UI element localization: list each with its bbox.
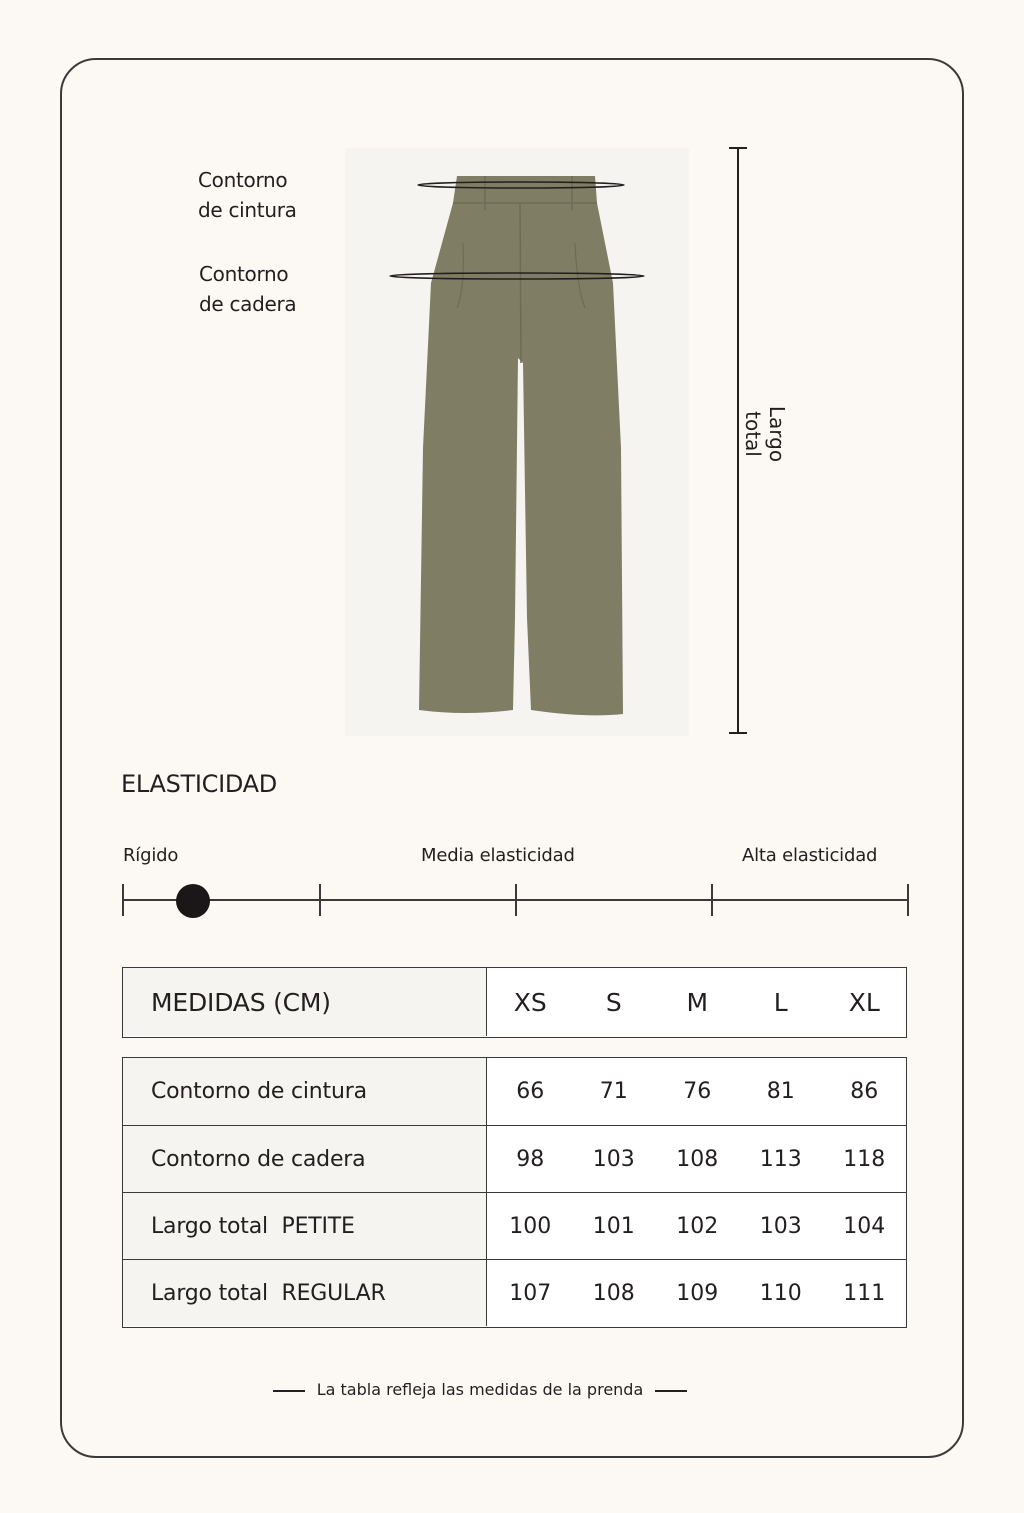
pants-image bbox=[345, 148, 689, 736]
table-cell: 103 bbox=[759, 1213, 802, 1239]
elasticity-tick bbox=[319, 884, 321, 916]
length-cap-bottom bbox=[729, 732, 747, 734]
table-cell: 81 bbox=[766, 1079, 795, 1104]
table-row bbox=[123, 1259, 906, 1326]
table-cell: 107 bbox=[509, 1280, 552, 1306]
size-l: L bbox=[773, 987, 788, 1017]
footer-note bbox=[0, 1380, 960, 1399]
table-cell: 104 bbox=[843, 1213, 886, 1239]
row-label: Contorno de cadera bbox=[123, 1126, 487, 1192]
row-label: Largo total REGULAR bbox=[123, 1260, 487, 1326]
table-cell: 108 bbox=[676, 1146, 719, 1172]
table-cell: 98 bbox=[516, 1146, 545, 1172]
table-cell: 110 bbox=[759, 1280, 802, 1306]
size-xl: XL bbox=[848, 987, 880, 1017]
table-cell: 100 bbox=[509, 1213, 552, 1239]
hip-label: Contorno de cadera bbox=[199, 262, 297, 316]
table-cell: 118 bbox=[843, 1146, 886, 1172]
table-row bbox=[123, 1125, 906, 1192]
table-row bbox=[123, 1192, 906, 1259]
length-cap-top bbox=[729, 147, 747, 149]
table-cell: 108 bbox=[592, 1280, 635, 1306]
size-table-header-label: MEDIDAS (CM) bbox=[123, 968, 487, 1036]
table-cell: 113 bbox=[759, 1146, 802, 1172]
table-cell: 76 bbox=[683, 1079, 712, 1104]
table-cell: 109 bbox=[676, 1280, 719, 1306]
row-label: Contorno de cintura bbox=[123, 1058, 487, 1125]
table-cell: 66 bbox=[516, 1079, 545, 1104]
elasticity-title: ELASTICIDAD bbox=[121, 770, 277, 798]
table-cell: 71 bbox=[599, 1079, 628, 1104]
elasticity-tick bbox=[907, 884, 909, 916]
elasticity-label-high: Alta elasticidad bbox=[742, 845, 878, 866]
elasticity-tick bbox=[122, 884, 124, 916]
table-cell: 86 bbox=[850, 1079, 879, 1104]
table-cell: 101 bbox=[592, 1213, 635, 1239]
elasticity-tick bbox=[711, 884, 713, 916]
footer-dash-left bbox=[273, 1390, 305, 1392]
elasticity-indicator bbox=[176, 884, 210, 918]
footer-text: La tabla refleja las medidas de la prenda bbox=[316, 1380, 644, 1399]
table-row bbox=[123, 1058, 906, 1125]
length-label: Largo total bbox=[741, 405, 789, 463]
size-table-header bbox=[122, 967, 907, 1038]
table-cell: 111 bbox=[843, 1280, 886, 1306]
size-xs: XS bbox=[513, 987, 547, 1017]
elasticity-label-medium: Media elasticidad bbox=[421, 845, 575, 866]
footer-dash-right bbox=[655, 1390, 687, 1392]
table-cell: 103 bbox=[592, 1146, 635, 1172]
table-cell: 102 bbox=[676, 1213, 719, 1239]
size-s: S bbox=[605, 987, 622, 1017]
row-label: Largo total PETITE bbox=[123, 1193, 487, 1259]
elasticity-label-rigid: Rígido bbox=[123, 845, 179, 866]
elasticity-tick bbox=[515, 884, 517, 916]
waist-label: Contorno de cintura bbox=[198, 168, 297, 222]
size-m: M bbox=[686, 987, 709, 1017]
length-measure-line bbox=[737, 147, 739, 734]
size-table-body bbox=[122, 1057, 907, 1328]
